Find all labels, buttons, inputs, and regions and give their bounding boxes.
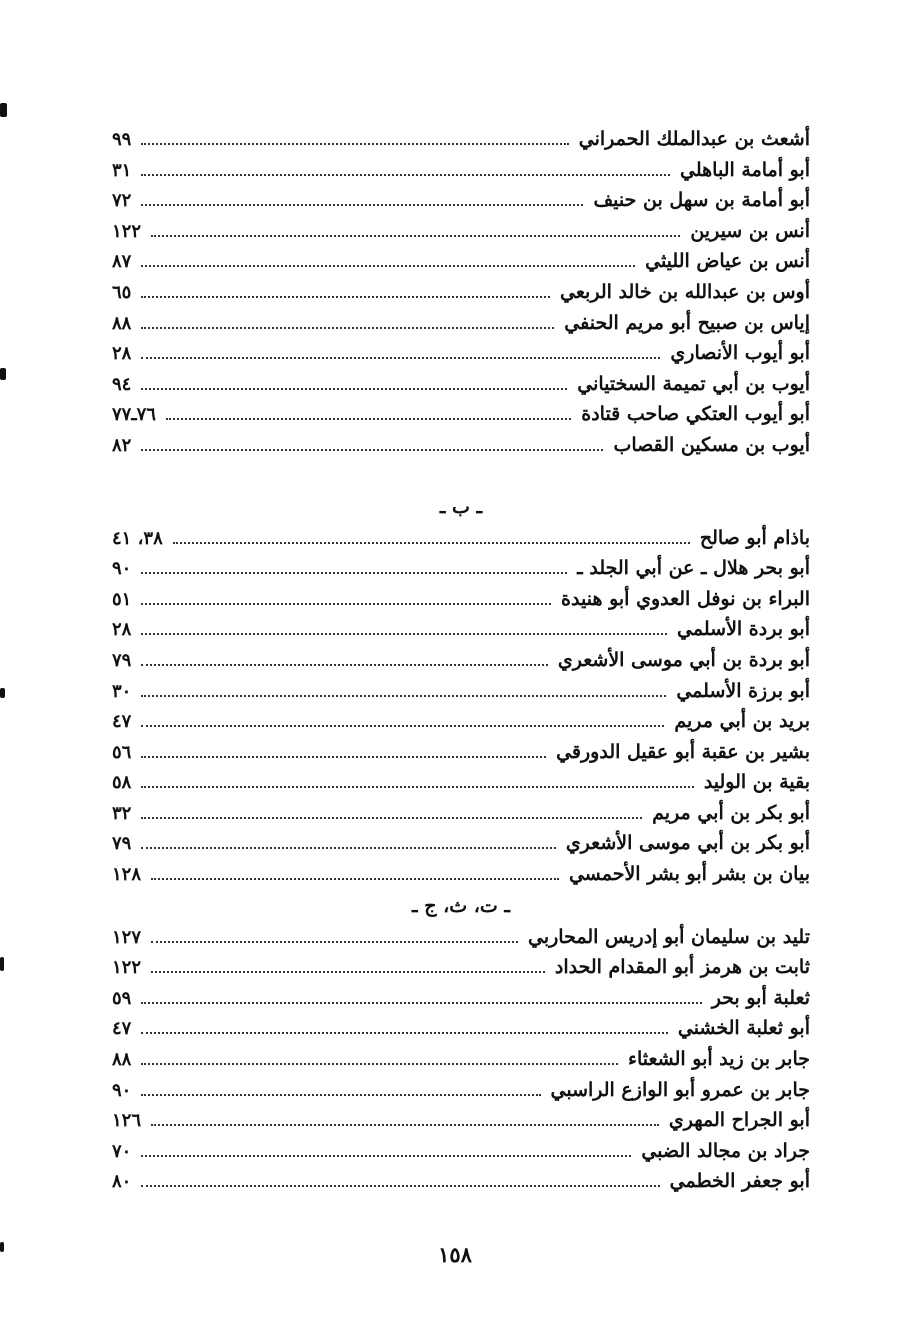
entry-page-numbers: ٨٠ — [112, 1171, 132, 1193]
entry-page-numbers: ٨٧ — [112, 251, 132, 273]
entry-name: أبو ثعلبة الخشني — [677, 1017, 810, 1040]
entry-page-numbers: ١٢٦ — [112, 1110, 142, 1132]
index-entry — [112, 706, 810, 737]
entry-name: أبو بكر بن أبي مريم — [652, 801, 810, 824]
entry-page-numbers: ٧٩ — [112, 649, 132, 671]
index-entry — [112, 1075, 810, 1106]
scan-edge-mark — [0, 103, 7, 117]
index-entry — [112, 922, 810, 953]
index-entry — [112, 676, 810, 707]
entry-page-numbers: ١٢٢ — [112, 220, 142, 242]
index-entry — [112, 399, 810, 430]
entry-name: البراء بن نوفل العدوي أبو هنيدة — [561, 587, 810, 610]
entry-name: أيوب بن أبي تميمة السختياني — [577, 372, 810, 395]
dot-leader — [151, 941, 518, 943]
scan-edge-mark — [0, 957, 4, 971]
dot-leader — [141, 204, 583, 206]
index-section — [112, 890, 810, 1197]
entry-name: أوس بن عبدالله بن خالد الربعي — [560, 280, 810, 303]
dot-leader — [141, 1185, 659, 1187]
entry-page-numbers: ٣٨، ٤١ — [112, 527, 163, 549]
entry-name: أنس بن سيرين — [690, 219, 810, 242]
dot-leader — [141, 1094, 540, 1096]
entry-name: أشعث بن عبدالملك الحمراني — [578, 128, 810, 150]
index-entry — [112, 277, 810, 308]
dot-leader — [141, 786, 693, 788]
entry-page-numbers: ١٢٢ — [112, 957, 142, 979]
dot-leader — [141, 388, 567, 390]
entry-name: أيوب بن مسكين القصاب — [613, 433, 810, 456]
entry-name: أبو أيوب الأنصاري — [670, 342, 810, 365]
entry-page-numbers: ٧٦ـ٧٧ — [112, 404, 156, 426]
section-heading: ـ ت، ث، ج ـ — [412, 894, 510, 917]
scan-edge-mark — [0, 688, 5, 698]
entry-page-numbers: ٣٢ — [112, 802, 132, 824]
entry-page-numbers: ٦٥ — [112, 281, 132, 303]
index-entry — [112, 523, 810, 554]
entry-page-numbers: ٢٨ — [112, 343, 132, 365]
index-entry — [112, 216, 810, 247]
index-entry — [112, 124, 810, 155]
index-entry — [112, 584, 810, 615]
index-entry — [112, 767, 810, 798]
index-entry — [112, 185, 810, 216]
entry-name: أبو أمامة الباهلي — [680, 158, 810, 181]
index-entry — [112, 1166, 810, 1197]
entry-name: أبو بردة الأسلمي — [677, 618, 810, 641]
entry-name: بريد بن أبي مريم — [674, 710, 810, 733]
entry-page-numbers: ٧٢ — [112, 190, 132, 212]
entry-page-numbers: ١٢٧ — [112, 926, 142, 948]
entry-name: باذام أبو صالح — [699, 526, 810, 549]
index-entry — [112, 828, 810, 859]
entry-name: ثابت بن هرمز أبو المقدام الحداد — [554, 956, 810, 979]
index-entry — [112, 430, 810, 461]
dot-leader — [141, 143, 568, 145]
entry-name: بيان بن بشر أبو بشر الأحمسي — [568, 863, 810, 886]
index-entry — [112, 338, 810, 369]
dot-leader — [141, 449, 603, 451]
entry-name: جابر بن عمرو أبو الوازع الراسبي — [550, 1078, 810, 1101]
dot-leader — [141, 817, 642, 819]
index-entry — [112, 246, 810, 277]
index-entry — [112, 1136, 810, 1167]
entry-page-numbers: ٢٨ — [112, 619, 132, 641]
dot-leader — [173, 542, 690, 544]
entry-page-numbers: ٣١ — [112, 159, 132, 181]
entry-page-numbers: ٧٩ — [112, 833, 132, 855]
dot-leader — [141, 695, 666, 697]
entry-name: أبو جعفر الخطمي — [669, 1170, 810, 1193]
dot-leader — [141, 1063, 618, 1065]
dot-leader — [141, 357, 660, 359]
index-entry — [112, 859, 810, 890]
entry-name: أبو أمامة بن سهل بن حنيف — [593, 189, 810, 212]
index-entry — [112, 952, 810, 983]
entry-page-numbers: ٩٩ — [112, 129, 132, 150]
entry-page-numbers: ٨٨ — [112, 1049, 132, 1071]
dot-leader — [141, 327, 554, 329]
dot-leader — [141, 1155, 631, 1157]
entry-name: أنس بن عياض الليثي — [645, 250, 810, 273]
entry-name: أبو بحر هلال ـ عن أبي الجلد ـ — [577, 557, 810, 580]
dot-leader — [141, 603, 551, 605]
entry-page-numbers: ٥٦ — [112, 741, 132, 763]
entry-page-numbers: ٩٤ — [112, 373, 132, 395]
entry-name: أبو بردة بن أبي موسى الأشعري — [557, 648, 810, 671]
entry-name: جراد بن مجالد الضبي — [641, 1139, 810, 1162]
index-entry — [112, 798, 810, 829]
entry-page-numbers: ٥٩ — [112, 987, 132, 1009]
entry-page-numbers: ٥١ — [112, 588, 132, 610]
dot-leader — [141, 633, 667, 635]
entry-name: إياس بن صبيح أبو مريم الحنفي — [564, 311, 810, 334]
index-entry — [112, 614, 810, 645]
entry-page-numbers: ٧٠ — [112, 1140, 132, 1162]
dot-leader — [141, 1002, 701, 1004]
index-section — [112, 491, 810, 890]
entry-page-numbers: ٨٢ — [112, 434, 132, 456]
entry-name: أبو برزة الأسلمي — [676, 679, 810, 702]
entry-name: تليد بن سليمان أبو إدريس المحاربي — [528, 925, 810, 948]
entry-name: جابر بن زيد أبو الشعثاء — [628, 1048, 810, 1071]
entry-page-numbers: ١٢٨ — [112, 864, 142, 886]
section-heading: ـ ب ـ — [439, 495, 483, 518]
entry-name: أبو أيوب العتكي صاحب قتادة — [581, 403, 810, 426]
index-entry — [112, 737, 810, 768]
dot-leader — [141, 847, 555, 849]
entry-page-numbers: ٣٠ — [112, 680, 132, 702]
entry-name: أبو بكر بن أبي موسى الأشعري — [565, 832, 810, 855]
dot-leader — [151, 971, 545, 973]
index-entry — [112, 645, 810, 676]
index-entry — [112, 553, 810, 584]
dot-leader — [141, 725, 664, 727]
entry-name: بشير بن عقبة أبو عقيل الدورقي — [556, 740, 810, 763]
dot-leader — [141, 664, 548, 666]
entry-page-numbers: ٩٠ — [112, 1079, 132, 1101]
index-entry — [112, 1105, 810, 1136]
entry-name: أبو الجراح المهري — [668, 1109, 810, 1132]
dot-leader — [151, 878, 559, 880]
index-section — [112, 124, 810, 461]
index-entry — [112, 308, 810, 339]
entry-page-numbers: ٥٨ — [112, 772, 132, 794]
dot-leader — [141, 265, 635, 267]
entry-name: ثعلبة أبو بحر — [711, 986, 810, 1009]
index-entry — [112, 983, 810, 1014]
entry-page-numbers: ٩٠ — [112, 558, 132, 580]
name-index — [112, 124, 810, 1197]
scan-edge-mark — [0, 368, 6, 380]
page-number: ١٥٨ — [438, 1242, 472, 1267]
index-entry — [112, 1044, 810, 1075]
index-entry — [112, 369, 810, 400]
entry-page-numbers: ٤٧ — [112, 1018, 132, 1040]
index-entry — [112, 155, 810, 186]
entry-page-numbers: ٤٧ — [112, 711, 132, 733]
dot-leader — [151, 1124, 659, 1126]
dot-leader — [141, 1032, 668, 1034]
dot-leader — [141, 756, 546, 758]
dot-leader — [141, 174, 670, 176]
index-entry — [112, 1013, 810, 1044]
dot-leader — [141, 296, 550, 298]
dot-leader — [151, 235, 680, 237]
dot-leader — [141, 572, 567, 574]
entry-page-numbers: ٨٨ — [112, 312, 132, 334]
dot-leader — [166, 418, 571, 420]
entry-name: بقية بن الوليد — [703, 771, 810, 794]
